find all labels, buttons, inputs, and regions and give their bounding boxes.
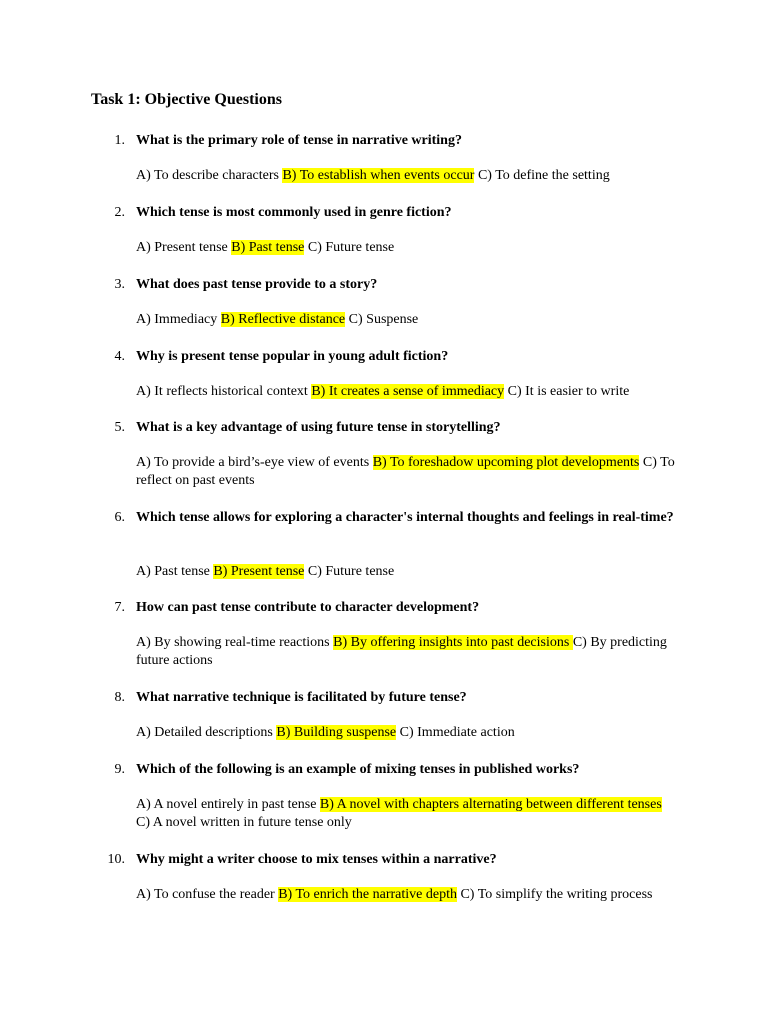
question-number: 9. bbox=[114, 762, 125, 777]
option-c: C) Future tense bbox=[304, 240, 395, 255]
option-a: A) By showing real-time reactions bbox=[136, 635, 334, 650]
question-number: 1. bbox=[114, 133, 125, 148]
option-c: C) To define the setting bbox=[474, 168, 610, 183]
question-number: 7. bbox=[114, 600, 125, 615]
option-c: C) To simplify the writing process bbox=[456, 887, 653, 902]
question-number: 8. bbox=[114, 690, 125, 705]
option-a: A) Detailed descriptions bbox=[136, 725, 277, 740]
answer-options bbox=[136, 724, 676, 742]
answer-options bbox=[136, 634, 676, 670]
question-number: 6. bbox=[114, 510, 125, 525]
option-b-highlighted: B) By offering insights into past decisions bbox=[333, 635, 573, 650]
question-number: 10. bbox=[107, 852, 125, 867]
answer-options bbox=[136, 383, 676, 401]
option-a: A) It reflects historical context bbox=[136, 384, 312, 399]
question-text: What is the primary role of tense in narrative writing? bbox=[136, 133, 462, 148]
option-c: C) It is easier to write bbox=[504, 384, 630, 399]
option-b-highlighted: B) Reflective distance bbox=[220, 312, 346, 327]
question-text: Why is present tense popular in young adult fiction? bbox=[136, 349, 449, 364]
question-text: What is a key advantage of using future tense in storytelling? bbox=[136, 420, 501, 435]
answer-options bbox=[136, 563, 676, 581]
option-b-highlighted: B) To establish when events occur bbox=[282, 168, 475, 183]
question-number: 4. bbox=[114, 349, 125, 364]
option-b-highlighted: B) A novel with chapters alternating between different tenses bbox=[319, 797, 662, 812]
option-b-highlighted: B) To foreshadow upcoming plot developments bbox=[372, 455, 640, 470]
answer-options bbox=[136, 886, 676, 904]
option-a: A) To describe characters bbox=[136, 168, 283, 183]
question-text: Which of the following is an example of mixing tenses in published works? bbox=[136, 762, 580, 777]
option-a: A) Past tense bbox=[136, 564, 214, 579]
answer-options bbox=[136, 311, 676, 329]
option-c: C) Suspense bbox=[345, 312, 419, 327]
answer-options bbox=[136, 167, 676, 185]
question-text: Which tense allows for exploring a character's internal thoughts and feelings in real-time? bbox=[136, 510, 674, 525]
option-b-highlighted: B) To enrich the narrative depth bbox=[278, 887, 457, 902]
question-number: 3. bbox=[114, 277, 125, 292]
option-a: A) A novel entirely in past tense bbox=[136, 797, 320, 812]
option-a: A) To confuse the reader bbox=[136, 887, 279, 902]
option-c: C) By predicting future actions bbox=[136, 635, 667, 668]
option-b-highlighted: B) Building suspense bbox=[276, 725, 397, 740]
option-b-highlighted: B) It creates a sense of immediacy bbox=[311, 384, 505, 399]
question-text: Why might a writer choose to mix tenses within a narrative? bbox=[136, 852, 497, 867]
option-c: C) Immediate action bbox=[396, 725, 515, 740]
option-b-highlighted: B) Past tense bbox=[231, 240, 305, 255]
answer-options bbox=[136, 454, 676, 490]
question-number: 2. bbox=[114, 205, 125, 220]
answer-options bbox=[136, 796, 676, 832]
option-c: C) To reflect on past events bbox=[136, 455, 675, 488]
question-text: Which tense is most commonly used in genre fiction? bbox=[136, 205, 452, 220]
option-c: C) Future tense bbox=[304, 564, 395, 579]
question-text: How can past tense contribute to character development? bbox=[136, 600, 480, 615]
option-a: A) To provide a bird’s-eye view of events bbox=[136, 455, 373, 470]
question-text: What does past tense provide to a story? bbox=[136, 277, 378, 292]
question-number: 5. bbox=[114, 420, 125, 435]
option-c: C) A novel written in future tense only bbox=[136, 815, 352, 830]
answer-options bbox=[136, 239, 676, 257]
option-b-highlighted: B) Present tense bbox=[213, 564, 305, 579]
option-a: A) Present tense bbox=[136, 240, 232, 255]
question-text: What narrative technique is facilitated by future tense? bbox=[136, 690, 467, 705]
page-title: Task 1: Objective Questions bbox=[91, 91, 282, 108]
option-a: A) Immediacy bbox=[136, 312, 221, 327]
